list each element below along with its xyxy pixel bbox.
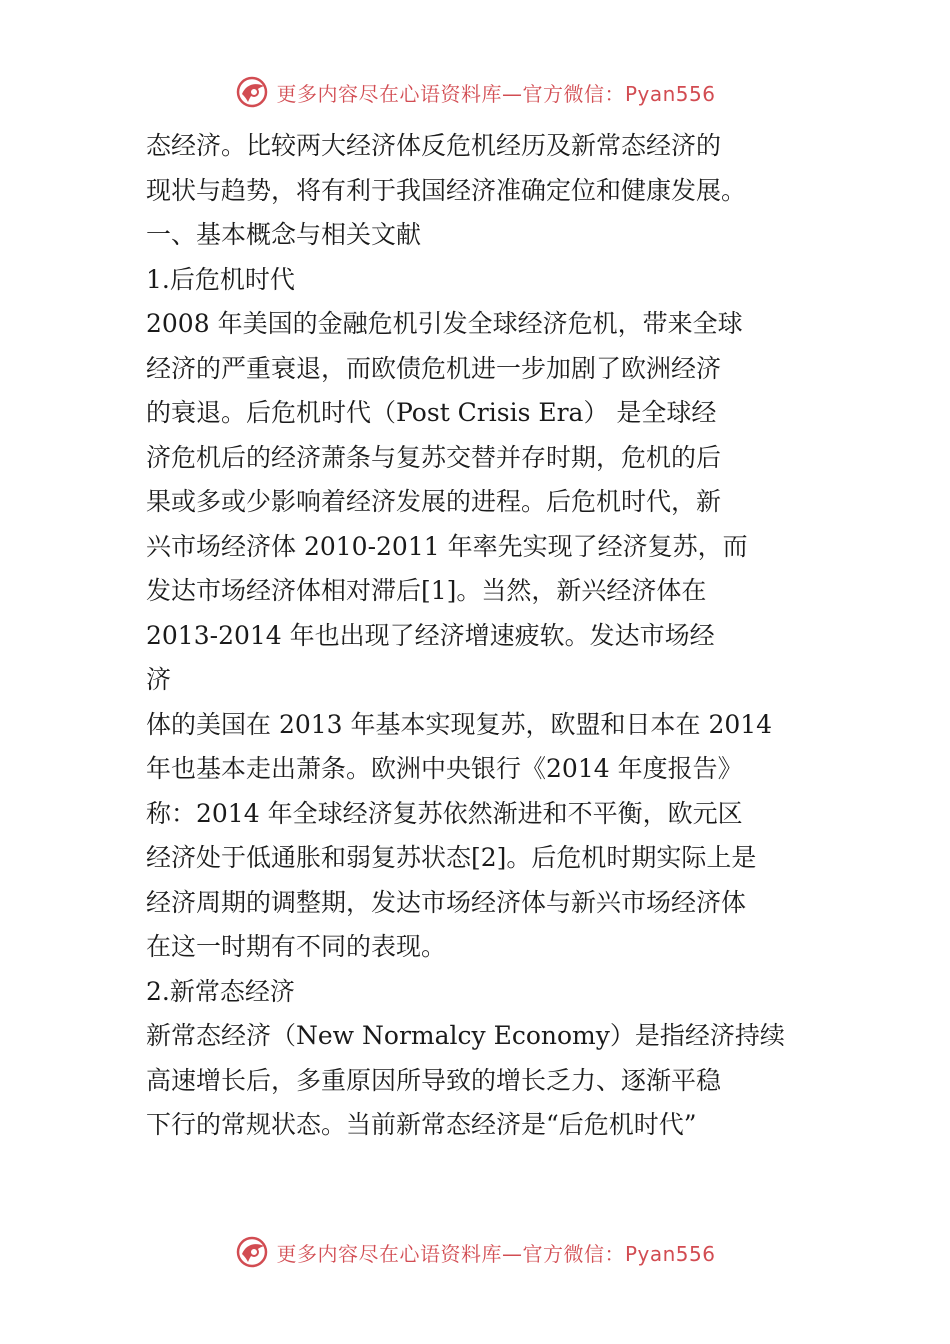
ribbon-circle-logo-icon [234, 1234, 270, 1270]
section-heading: 一、基本概念与相关文献 [146, 220, 422, 249]
text-line: 在这一时期有不同的表现。 [146, 932, 447, 961]
text-line: 的衰退。后危机时代（Post Crisis Era） 是全球经 [146, 398, 717, 427]
document-body [146, 124, 826, 1148]
text-line: 果或多或少影响着经济发展的进程。后危机时代，新 [146, 487, 722, 516]
ribbon-circle-logo-icon [234, 74, 270, 110]
text-line: 经济的严重衰退，而欧债危机进一步加剧了欧洲经济 [146, 353, 722, 383]
text-line: 济 [146, 665, 172, 694]
text-line: 现状与趋势，将有利于我国经济准确定位和健康发展。 [146, 175, 747, 205]
banner-text: 更多内容尽在心语资料库—官方微信：Pyan556 [276, 1241, 716, 1266]
text-line: 年也基本走出萧条。欧洲中央银行《2014 年度报告》 [146, 754, 743, 783]
text-line: 下行的常规状态。当前新常态经济是“后危机时代” [146, 1110, 697, 1139]
text-line: 经济周期的调整期，发达市场经济体与新兴市场经济体 [146, 887, 747, 917]
text-line: 高速增长后，多重原因所导致的增长乏力、逐渐平稳 [146, 1065, 722, 1095]
subsection-heading: 2.新常态经济 [146, 976, 295, 1006]
text-line: 称：2014 年全球经济复苏依然渐进和不平衡，欧元区 [146, 798, 743, 828]
text-line: 态经济。比较两大经济体反危机经历及新常态经济的 [146, 131, 722, 160]
text-line: 新常态经济（New Normalcy Economy）是指经济持续 [146, 1021, 785, 1050]
header-banner [0, 72, 950, 112]
text-line: 济危机后的经济萧条与复苏交替并存时期，危机的后 [146, 442, 722, 472]
subsection-heading: 1.后危机时代 [146, 264, 295, 294]
text-line: 经济处于低通胀和弱复苏状态[2]。后危机时期实际上是 [146, 843, 757, 872]
text-line: 2008 年美国的金融危机引发全球经济危机，带来全球 [146, 309, 743, 338]
banner-text: 更多内容尽在心语资料库—官方微信：Pyan556 [276, 81, 716, 106]
text-line: 兴市场经济体 2010-2011 年率先实现了经济复苏，而 [146, 531, 748, 561]
text-line: 发达市场经济体相对滞后[1]。当然，新兴经济体在 [146, 576, 707, 605]
footer-banner [0, 1232, 950, 1272]
text-line: 2013-2014 年也出现了经济增速疲软。发达市场经 [146, 620, 715, 650]
text-line: 体的美国在 2013 年基本实现复苏，欧盟和日本在 2014 [146, 709, 773, 739]
